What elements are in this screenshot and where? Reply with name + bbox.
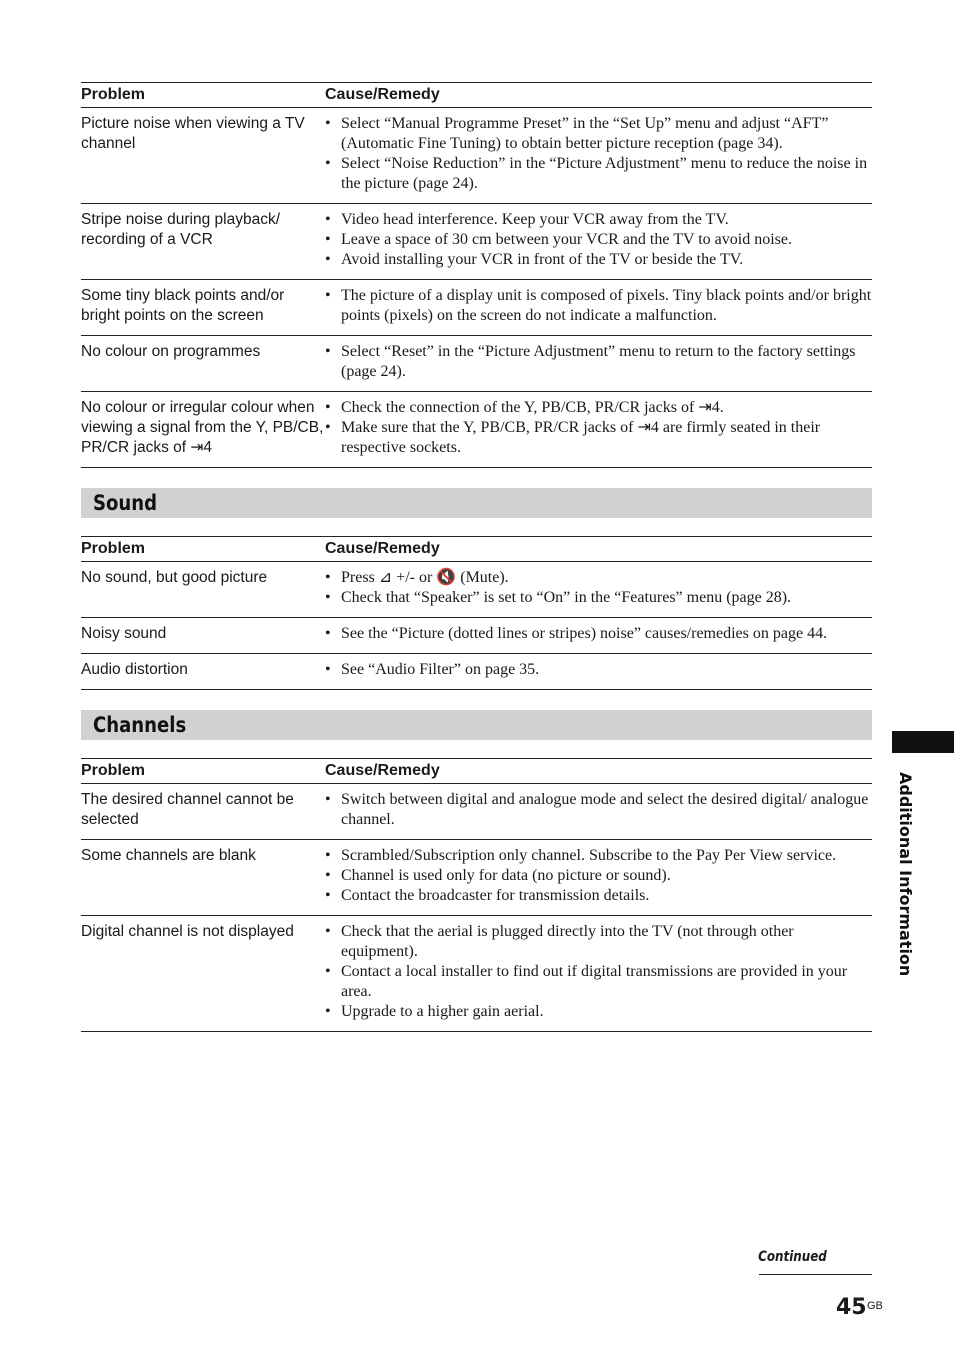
remedy-item: • Check that the aerial is plugged directly into the TV (not through other equipment). <box>325 922 872 962</box>
remedy-list <box>325 342 872 382</box>
problem-cell: Some tiny black points and/or bright points on the screen <box>81 280 325 336</box>
remedy-list <box>325 568 872 608</box>
problem-cell: Digital channel is not displayed <box>81 916 325 1032</box>
table-header-row <box>81 537 872 562</box>
sound-section-title: Sound <box>93 491 158 515</box>
table-row <box>81 336 872 392</box>
problem-cell: Some channels are blank <box>81 840 325 916</box>
side-section-label-text: Additional Information <box>896 772 915 977</box>
remedy-cell <box>325 562 872 618</box>
table-row <box>81 280 872 336</box>
sound-troubleshooting-table <box>81 536 872 690</box>
table-row <box>81 108 872 204</box>
table-row <box>81 916 872 1032</box>
remedy-item: • See the “Picture (dotted lines or stripes) noise” causes/remedies on page 44. <box>325 624 872 644</box>
remedy-list <box>325 624 872 644</box>
cause-remedy-column-header: Cause/Remedy <box>325 83 872 108</box>
problem-column-header: Problem <box>81 537 325 562</box>
table-header-row <box>81 83 872 108</box>
remedy-item: • Check that “Speaker” is set to “On” in the “Features” menu (page 28). <box>325 588 872 608</box>
problem-column-header: Problem <box>81 759 325 784</box>
section-tab-marker <box>892 731 954 753</box>
problem-cell: Picture noise when viewing a TV channel <box>81 108 325 204</box>
remedy-list <box>325 210 872 270</box>
remedy-item: • Contact a local installer to find out if digital transmissions are provided in your area. <box>325 962 872 1002</box>
table-row <box>81 654 872 690</box>
remedy-cell <box>325 618 872 654</box>
remedy-cell <box>325 280 872 336</box>
remedy-item: • See “Audio Filter” on page 35. <box>325 660 872 680</box>
channels-troubleshooting-table <box>81 758 872 1032</box>
problem-cell: Audio distortion <box>81 654 325 690</box>
continued-text: Continued <box>758 1249 827 1265</box>
channels-rows <box>81 784 872 1032</box>
remedy-item: • Upgrade to a higher gain aerial. <box>325 1002 872 1022</box>
remedy-cell <box>325 654 872 690</box>
remedy-item: • Check the connection of the Y, PB/CB, PR/CR jacks of ⇥4. <box>325 398 872 418</box>
remedy-cell <box>325 108 872 204</box>
remedy-cell <box>325 784 872 840</box>
cause-remedy-column-header: Cause/Remedy <box>325 759 872 784</box>
table-row <box>81 562 872 618</box>
remedy-cell <box>325 204 872 280</box>
table-row <box>81 618 872 654</box>
remedy-item: • Leave a space of 30 cm between your VCR and the TV to avoid noise. <box>325 230 872 250</box>
remedy-cell <box>325 916 872 1032</box>
continued-marker <box>759 1249 872 1275</box>
remedy-list <box>325 922 872 1022</box>
problem-cell: Stripe noise during playback/ recording of a VCR <box>81 204 325 280</box>
problem-column-header: Problem <box>81 83 325 108</box>
page-number-suffix: GB <box>867 1300 883 1312</box>
remedy-list <box>325 660 872 680</box>
picture-rows <box>81 108 872 468</box>
remedy-list <box>325 846 872 906</box>
table-row <box>81 784 872 840</box>
remedy-item: • Select “Reset” in the “Picture Adjustment” menu to return to the factory settings (page 24). <box>325 342 872 382</box>
table-row <box>81 392 872 468</box>
remedy-item: • Press ⊿ +/- or 🔇 (Mute). <box>325 568 872 588</box>
remedy-item: • Video head interference. Keep your VCR away from the TV. <box>325 210 872 230</box>
remedy-list <box>325 286 872 326</box>
sound-section-header <box>81 488 872 518</box>
cause-remedy-column-header: Cause/Remedy <box>325 537 872 562</box>
channels-section-header <box>81 710 872 740</box>
problem-cell: Noisy sound <box>81 618 325 654</box>
remedy-item: • Scrambled/Subscription only channel. Subscribe to the Pay Per View service. <box>325 846 872 866</box>
problem-cell: The desired channel cannot be selected <box>81 784 325 840</box>
remedy-cell <box>325 840 872 916</box>
problem-cell: No colour or irregular colour when viewing a signal from the Y, PB/CB, PR/CR jacks of ⇥4 <box>81 392 325 468</box>
remedy-cell <box>325 392 872 468</box>
remedy-cell <box>325 336 872 392</box>
remedy-item: • Channel is used only for data (no picture or sound). <box>325 866 872 886</box>
remedy-item: • Switch between digital and analogue mode and select the desired digital/ analogue channel. <box>325 790 872 830</box>
remedy-item: • Avoid installing your VCR in front of the TV or beside the TV. <box>325 250 872 270</box>
picture-troubleshooting-table <box>81 82 872 468</box>
page-content <box>81 82 872 1032</box>
problem-cell: No colour on programmes <box>81 336 325 392</box>
remedy-item: • Make sure that the Y, PB/CB, PR/CR jacks of ⇥4 are firmly seated in their respective sockets. <box>325 418 872 458</box>
remedy-item: • Select “Manual Programme Preset” in the “Set Up” menu and adjust “AFT” (Automatic Fine Tuning) to obtain better picture reception (page 34). <box>325 114 872 154</box>
remedy-item: • The picture of a display unit is composed of pixels. Tiny black points and/or bright points (pixels) on the screen do not indicate a malfunction. <box>325 286 872 326</box>
remedy-list <box>325 790 872 830</box>
table-row <box>81 840 872 916</box>
page-number: 45 <box>836 1295 867 1320</box>
remedy-item: • Contact the broadcaster for transmission details. <box>325 886 872 906</box>
sound-rows <box>81 562 872 690</box>
channels-section-title: Channels <box>93 713 187 737</box>
remedy-list <box>325 114 872 194</box>
remedy-item: • Select “Noise Reduction” in the “Picture Adjustment” menu to reduce the noise in the picture (page 24). <box>325 154 872 194</box>
side-section-label <box>891 772 921 977</box>
problem-cell: No sound, but good picture <box>81 562 325 618</box>
table-header-row <box>81 759 872 784</box>
table-row <box>81 204 872 280</box>
remedy-list <box>325 398 872 458</box>
